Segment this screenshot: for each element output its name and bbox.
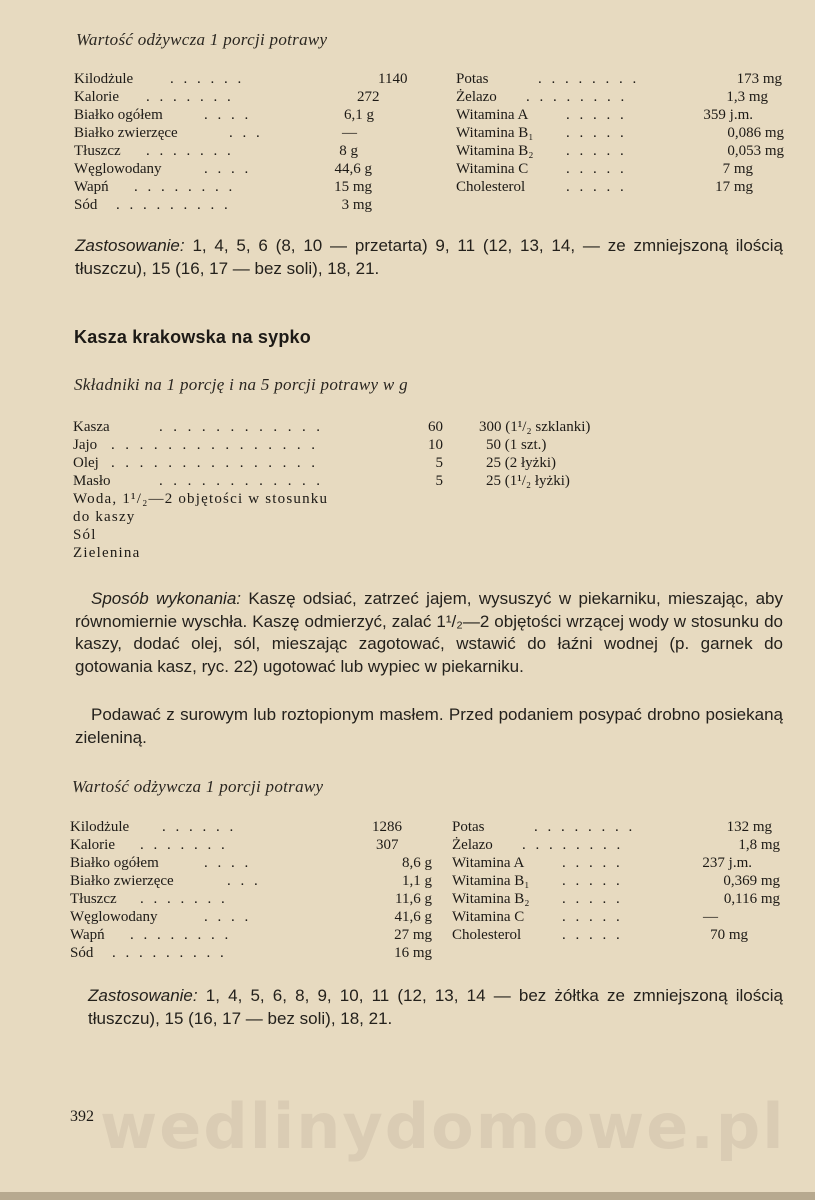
nutrition-row: Tłuszcz . . . . . . . 11,6 g — [70, 891, 432, 907]
nutrition-table-1-left — [74, 70, 408, 214]
nutrition-row: Kilodżule . . . . . . 1286 — [70, 819, 402, 835]
nutrition-row: Witamina B₁ . . . . . 0,369 mg — [452, 873, 780, 889]
usage-paragraph-1: Zastosowanie: 1, 4, 5, 6 (8, 10 — przetarta) 9, 11 (12, 13, 14, — ze zmniejszoną ilością tłuszczu), 15 (16, 17 — bez soli), 18, 21. — [75, 236, 783, 278]
nutrition-row: Cholesterol . . . . . 70 mg — [452, 927, 748, 943]
nutrition-row: Witamina B₂ . . . . . 0,116 mg — [452, 891, 780, 907]
ingredient-extra: Woda, 1¹/₂—2 objętości w stosunku — [73, 491, 329, 507]
nutrition-row: Sód . . . . . . . . . 3 mg — [74, 197, 372, 213]
nutrition-row: Cholesterol . . . . . 17 mg — [456, 179, 753, 195]
watermark: wedlinydomowe.pl — [100, 1090, 786, 1163]
ingredient-row: Jajo . . . . . . . . . . . . . . . 10 50 (1 szt.) — [73, 437, 547, 453]
page-edge — [0, 1192, 815, 1200]
nutrition-row: Białko zwierzęce . . . 1,1 g — [70, 873, 432, 889]
nutrition-row: Witamina C . . . . . — — [452, 909, 718, 925]
nutrition-row: Żelazo . . . . . . . . 1,3 mg — [456, 89, 768, 105]
nutrition-row: Białko ogółem . . . . 8,6 g — [70, 855, 432, 871]
nutrition-row: Węglowodany . . . . 41,6 g — [70, 909, 432, 925]
nutrition-row: Kilodżule . . . . . . 1140 — [74, 71, 408, 87]
nutrition-row: Witamina B₂ . . . . . 0,053 mg — [456, 143, 784, 159]
method-paragraph: Sposób wykonania: Kaszę odsiać, zatrzeć jajem, wysuszyć w piekarniku, mieszając, aby równomiernie wyschła. Kaszę odmierzyć, zalać 1¹/₂—2 objętości wrzącej wody w stosunku do kaszy, dodać olej, sól, mieszając zagotować, wstawić do łaźni wodnej (p. garnek do gotowania kasz, ryc. 22) ugotować lub wypiec w piekarniku. — [75, 589, 783, 676]
recipe-title: Kasza krakowska na sypko — [74, 327, 311, 347]
nutrition-row: Witamina B₁ . . . . . 0,086 mg — [456, 125, 784, 141]
ingredient-extra: Zielenina — [73, 545, 141, 561]
nutrition-row: Wapń . . . . . . . . 15 mg — [74, 179, 372, 195]
nutrition-table-2-right — [452, 818, 792, 944]
nutrition-row: Witamina A . . . . . 237 j.m. — [452, 855, 752, 871]
usage-paragraph-2: Zastosowanie: 1, 4, 5, 6, 8, 9, 10, 11 (12, 13, 14 — bez żółtka ze zmniejszoną ilością tłuszczu), 15 (16, 17 — bez soli), 18, 21. — [88, 986, 783, 1028]
nutrition-row: Kalorie . . . . . . . 272 — [74, 89, 380, 105]
page-number: 392 — [70, 1108, 94, 1125]
ingredient-row: Kasza . . . . . . . . . . . . 60 300 (1¹/₂ szklanki) — [73, 419, 591, 435]
nutrition-table-2-left — [70, 818, 432, 962]
nutrition-row: Białko ogółem . . . . 6,1 g — [74, 107, 374, 123]
nutrition-row: Kalorie . . . . . . . 307 — [70, 837, 399, 853]
nutrition-row: Potas . . . . . . . . 173 mg — [456, 71, 782, 87]
ingredient-extra: do kaszy — [73, 509, 136, 525]
nutrition-row: Witamina A . . . . . 359 j.m. — [456, 107, 753, 123]
ingredients-list — [73, 418, 591, 562]
nutrition-row: Witamina C . . . . . 7 mg — [456, 161, 753, 177]
nutrition-header-2: Wartość odżywcza 1 porcji potrawy — [72, 777, 324, 796]
nutrition-row: Żelazo . . . . . . . . 1,8 mg — [452, 837, 780, 853]
nutrition-row: Wapń . . . . . . . . 27 mg — [70, 927, 432, 943]
nutrition-row: Potas . . . . . . . . 132 mg — [452, 819, 772, 835]
nutrition-row: Białko zwierzęce . . . — — [74, 125, 357, 141]
ingredient-extra: Sól — [73, 527, 97, 543]
ingredients-header: Składniki na 1 porcję i na 5 porcji potrawy w g — [74, 375, 408, 394]
ingredient-row: Masło . . . . . . . . . . . . 5 25 (1¹/₂ łyżki) — [73, 473, 570, 489]
nutrition-row: Tłuszcz . . . . . . . 8 g — [74, 143, 358, 159]
nutrition-table-1-right — [456, 70, 786, 196]
nutrition-row: Węglowodany . . . . 44,6 g — [74, 161, 372, 177]
nutrition-row: Sód . . . . . . . . . 16 mg — [70, 945, 432, 961]
ingredient-row: Olej . . . . . . . . . . . . . . . 5 25 (2 łyżki) — [73, 455, 556, 471]
nutrition-header-1: Wartość odżywcza 1 porcji potrawy — [76, 30, 328, 49]
serving-paragraph: Podawać z surowym lub roztopionym masłem. Przed podaniem posypać drobno posiekaną zieleniną. — [75, 705, 783, 747]
